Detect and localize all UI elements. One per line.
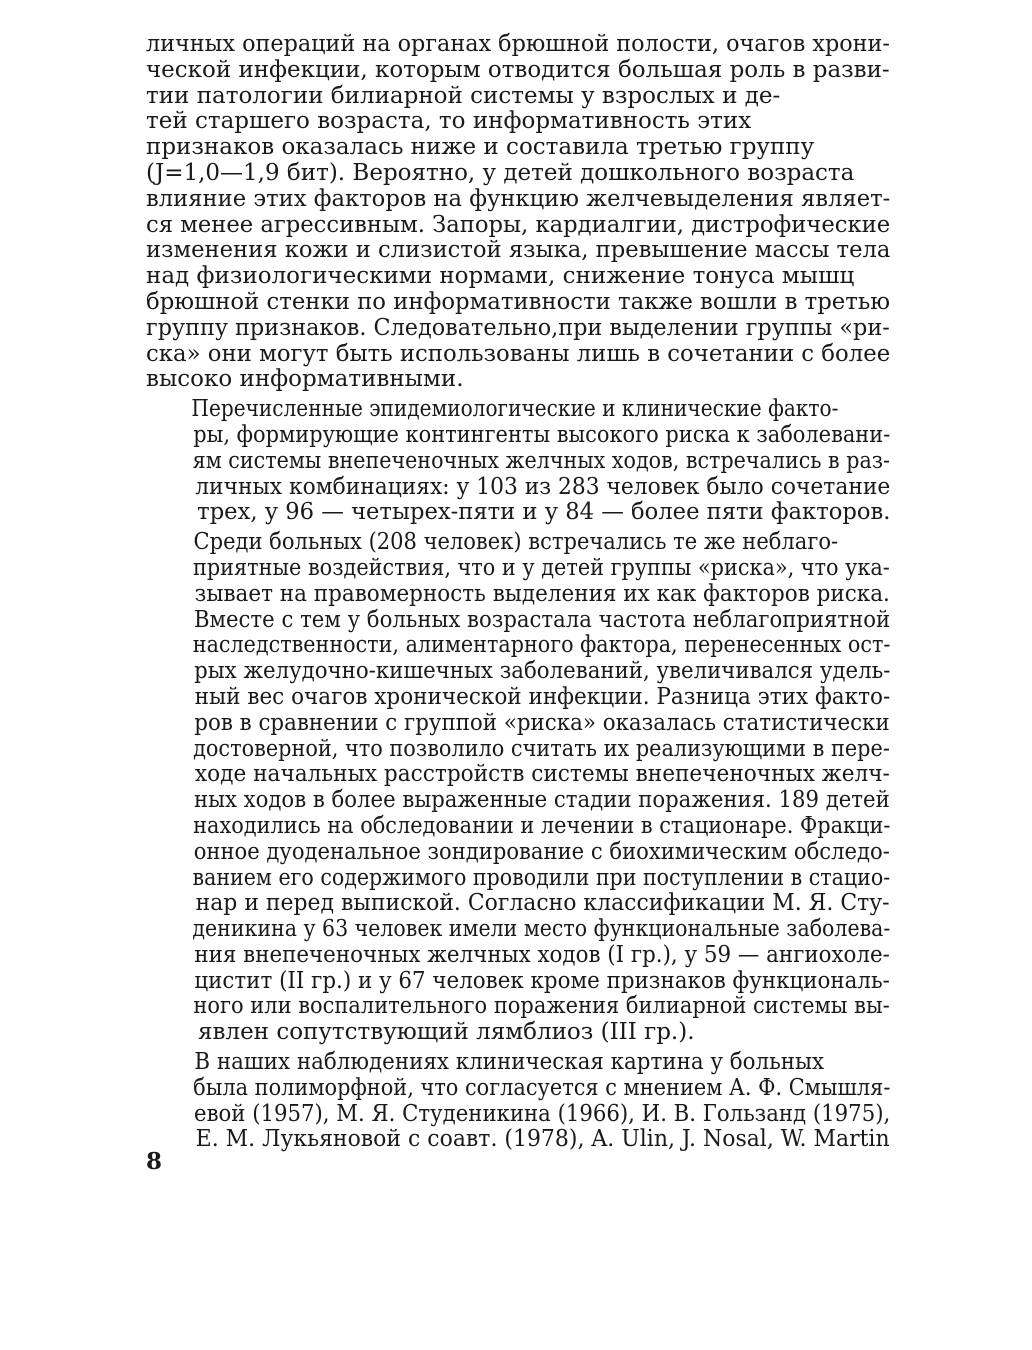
text-line: была полиморфной, что согласуется с мнением А. Ф. Смышля- bbox=[193, 1074, 891, 1101]
page-body bbox=[146, 32, 890, 1153]
paragraph-1 bbox=[146, 32, 890, 393]
text-line: В наших наблюдениях клиническая картина у больных bbox=[194, 1049, 825, 1076]
text-line: трех, у 96 — четырех-пяти и у 84 — более пяти факторов. bbox=[197, 499, 891, 526]
text-line: нар и перед выпиской. Согласно классификации М. Я. Сту- bbox=[195, 890, 890, 917]
text-line: ры, формирующие контингенты высокого риска к заболевани- bbox=[193, 421, 891, 448]
text-line: Среди больных (208 человек) встречались те же неблаго- bbox=[193, 529, 839, 556]
text-line: признаков оказалась ниже и составила третью группу bbox=[146, 134, 815, 161]
text-line: группу признаков. Следовательно,при выделении группы «ри- bbox=[146, 314, 890, 341]
text-line: (J=1,0—1,9 бит). Вероятно, у детей дошкольного возраста bbox=[146, 159, 855, 186]
text-line: тей старшего возраста, то информативность этих bbox=[146, 108, 752, 135]
text-line: над физиологическими нормами, снижение тонуса мышц bbox=[146, 263, 855, 290]
text-line: влияние этих факторов на функцию желчевыделения являет- bbox=[146, 185, 891, 212]
text-line: наследственности, алиментарного фактора, перенесенных ост- bbox=[192, 632, 891, 659]
text-line: Перечисленные эпидемиологические и клинические факто- bbox=[191, 396, 839, 423]
text-line: ния внепеченочных желчных ходов (I гр.), у 59 — ангиохоле- bbox=[194, 941, 890, 968]
paragraph-4 bbox=[146, 1050, 890, 1153]
text-line: ям системы внепеченочных желчных ходов, встречались в раз- bbox=[192, 447, 890, 474]
text-line: онное дуоденальное зондирование с биохимическим обследо- bbox=[193, 838, 890, 865]
text-line: ванием его содержимого проводили при поступлении в стацио- bbox=[192, 864, 891, 891]
text-line: ного или воспалительного поражения билиарной системы вы- bbox=[193, 993, 890, 1020]
text-line: зывает на правомерность выделения их как факторов риска. bbox=[194, 580, 890, 607]
text-line: Е. М. Лукьяновой с соавт. (1978), A. Ulin, J. Nosal, W. Martin bbox=[195, 1126, 890, 1153]
text-line: тии патологии билиарной системы у взрослых и де- bbox=[146, 82, 781, 109]
text-line: ся менее агрессивным. Запоры, кардиалгии, дистрофические bbox=[146, 211, 891, 238]
text-line: изменения кожи и слизистой языка, превышение массы тела bbox=[146, 237, 891, 264]
text-line: высоко информативными. bbox=[146, 366, 464, 393]
text-line: явлен сопутствующий лямблиоз (III гр.). bbox=[198, 1019, 695, 1046]
paragraph-2 bbox=[146, 397, 890, 526]
text-line: достоверной, что позволило считать их реализующими в пере- bbox=[193, 735, 890, 762]
text-line: евой (1957), М. Я. Студеникина (1966), И. В. Гользанд (1975), bbox=[194, 1100, 891, 1127]
text-line: ный вес очагов хронической инфекции. Разница этих факто- bbox=[194, 683, 891, 710]
text-line: рых желудочно-кишечных заболеваний, увеличивался удель- bbox=[194, 658, 891, 685]
page-number: 8 bbox=[146, 1148, 163, 1175]
text-line: приятные воздействия, что и у детей группы «риска», что ука- bbox=[193, 554, 890, 581]
paragraph-3 bbox=[146, 530, 890, 1046]
text-line: брюшной стенки по информативности также вошли в третью bbox=[146, 288, 891, 315]
text-line: ска» они могут быть использованы лишь в сочетании с более bbox=[146, 340, 891, 367]
text-line: деникина у 63 человек имели место функциональные заболева- bbox=[192, 916, 891, 943]
text-line: цистит (II гр.) и у 67 человек кроме признаков функциональ- bbox=[194, 967, 890, 994]
text-line: ходе начальных расстройств системы внепеченочных желч- bbox=[194, 761, 890, 788]
text-line: ческой инфекции, которым отводится большая роль в разви- bbox=[146, 56, 890, 83]
text-line: личных комбинациях: у 103 из 283 человек было сочетание bbox=[195, 473, 891, 500]
text-line: ров в сравнении с группой «риска» оказалась статистически bbox=[194, 709, 890, 736]
text-line: ных ходов в более выраженные стадии поражения. 189 детей bbox=[193, 787, 890, 814]
text-line: находились на обследовании и лечении в стационаре. Фракци- bbox=[193, 812, 891, 839]
text-line: личных операций на органах брюшной полости, очагов хрони- bbox=[146, 31, 890, 57]
text-line: Вместе с тем у больных возрастала частота неблагоприятной bbox=[193, 606, 891, 633]
